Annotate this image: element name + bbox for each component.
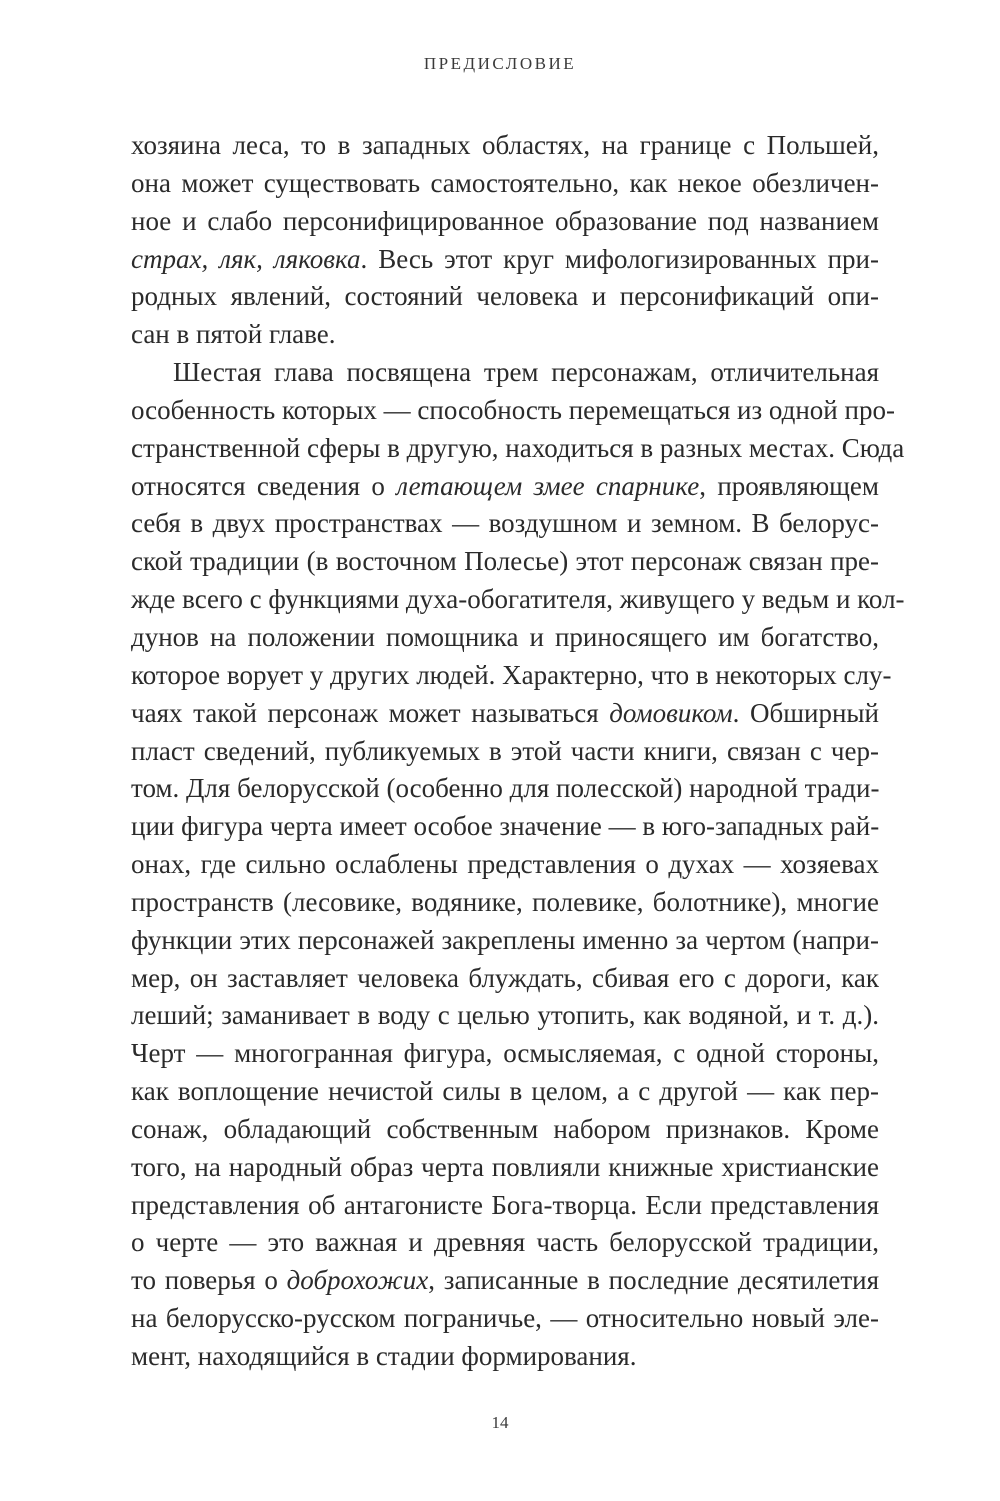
text-line (131, 543, 879, 581)
text-line (131, 430, 905, 468)
text-line (131, 695, 879, 733)
text-run: о черте — это важная и древняя часть белорусской традиции, (131, 1227, 879, 1258)
text-run: , проявляющем (699, 470, 880, 501)
text-line (131, 657, 892, 695)
text-line (131, 733, 879, 771)
page-number: 14 (491, 1413, 509, 1432)
text-run: ное и слабо персонифицированное образование под названием (131, 205, 879, 236)
text-line (131, 392, 895, 430)
text-run: она может существовать самостоятельно, как некое обезличен- (131, 167, 879, 198)
text-run: хозяина леса, то в западных областях, на границе с Польшей, (131, 130, 879, 160)
text-run: относятся сведения о (131, 470, 397, 501)
text-run: мент, находящийся в стадии формирования. (131, 1341, 637, 1371)
text-line (131, 1073, 879, 1111)
running-head: ПРЕДИСЛОВИЕ (423, 54, 577, 73)
text-run: том. Для белорусской (особенно для полесской) народной тради- (131, 773, 880, 804)
text-run: то поверья о (131, 1265, 287, 1296)
text-run: . Весь этот круг мифологизированных при- (360, 243, 879, 274)
text-line (131, 770, 879, 808)
text-run: представления об антагонисте Бога-творца. Если представления (131, 1189, 879, 1220)
text-run: онах, где сильно ослаблены представления о духах — хозяевах (131, 849, 879, 880)
text-line (131, 1338, 879, 1376)
text-run: которое ворует у других людей. Характерно, что в некоторых слу- (131, 659, 892, 690)
text-run: Шестая глава посвящена трем персонажам, отличительная (173, 357, 879, 388)
text-run: ции фигура черта имеет особое значение — в юго-западных рай- (131, 811, 880, 842)
text-line (131, 165, 879, 203)
text-line (131, 884, 879, 922)
text-run: . Обширный (732, 697, 879, 728)
text-line (131, 1224, 879, 1262)
text-line (131, 581, 905, 619)
text-line (131, 1111, 879, 1149)
text-line (131, 1300, 879, 1338)
text-line (131, 354, 879, 392)
text-run: родных явлений, состояний человека и персонификаций опи- (131, 281, 879, 312)
text-line (131, 997, 879, 1035)
text-line (131, 960, 879, 998)
italic-term: летающем змее спарнике (396, 470, 700, 501)
italic-term: домовиком (609, 697, 733, 728)
text-run: пространств (лесовике, водянике, полевике, болотнике), многие (131, 886, 879, 917)
text-run: функции этих персонажей закреплены именно за чертом (напри- (131, 924, 879, 955)
text-line (131, 203, 879, 241)
text-run: Черт — многогранная фигура, осмысляемая, с одной стороны, (131, 1038, 879, 1069)
text-run: того, на народный образ черта повлияли книжные христианские (131, 1151, 879, 1182)
italic-term: доброхожих (286, 1265, 429, 1296)
italic-term: страх, ляк, ляковка (131, 243, 361, 274)
text-line (131, 808, 879, 846)
text-line (131, 278, 879, 316)
text-run: особенность которых — способность перемещаться из одной про- (131, 394, 895, 425)
text-run: дунов на положении помощника и приносящего им богатство, (131, 621, 879, 652)
text-line (131, 846, 879, 884)
text-line (131, 1187, 879, 1225)
text-run: чаях такой персонаж может называться (131, 697, 610, 728)
text-line (131, 316, 879, 354)
text-line (131, 505, 879, 543)
text-line (131, 127, 879, 165)
text-run: леший; заманивает в воду с целью утопить, как водяной, и т. д.). (131, 1000, 879, 1031)
body-text (131, 127, 905, 1376)
text-run: как воплощение нечистой силы в целом, а с другой — как пер- (131, 1076, 879, 1107)
text-line (131, 922, 879, 960)
text-run: ской традиции (в восточном Полесье) этот персонаж связан пре- (131, 546, 879, 577)
text-run: странственной сферы в другую, находиться в разных местах. Сюда (131, 432, 905, 463)
text-run: , записанные в последние десятилетия (428, 1265, 879, 1296)
text-line (131, 619, 879, 657)
text-line (131, 1262, 879, 1300)
text-run: себя в двух пространствах — воздушном и земном. В белорус- (131, 508, 879, 539)
text-line (131, 1149, 879, 1187)
text-run: сан в пятой главе. (131, 319, 336, 350)
text-line (131, 1035, 879, 1073)
text-run: мер, он заставляет человека блуждать, сбивая его с дороги, как (131, 962, 879, 993)
text-run: пласт сведений, публикуемых в этой части книги, связан с чер- (131, 735, 879, 766)
text-line (131, 241, 879, 279)
text-run: на белорусско-русском пограничье, — относительно новый эле- (131, 1303, 879, 1334)
text-run: жде всего с функциями духа-обогатителя, живущего у ведьм и кол- (131, 584, 905, 615)
text-run: сонаж, обладающий собственным набором признаков. Кроме (131, 1113, 879, 1144)
text-line (131, 468, 879, 506)
